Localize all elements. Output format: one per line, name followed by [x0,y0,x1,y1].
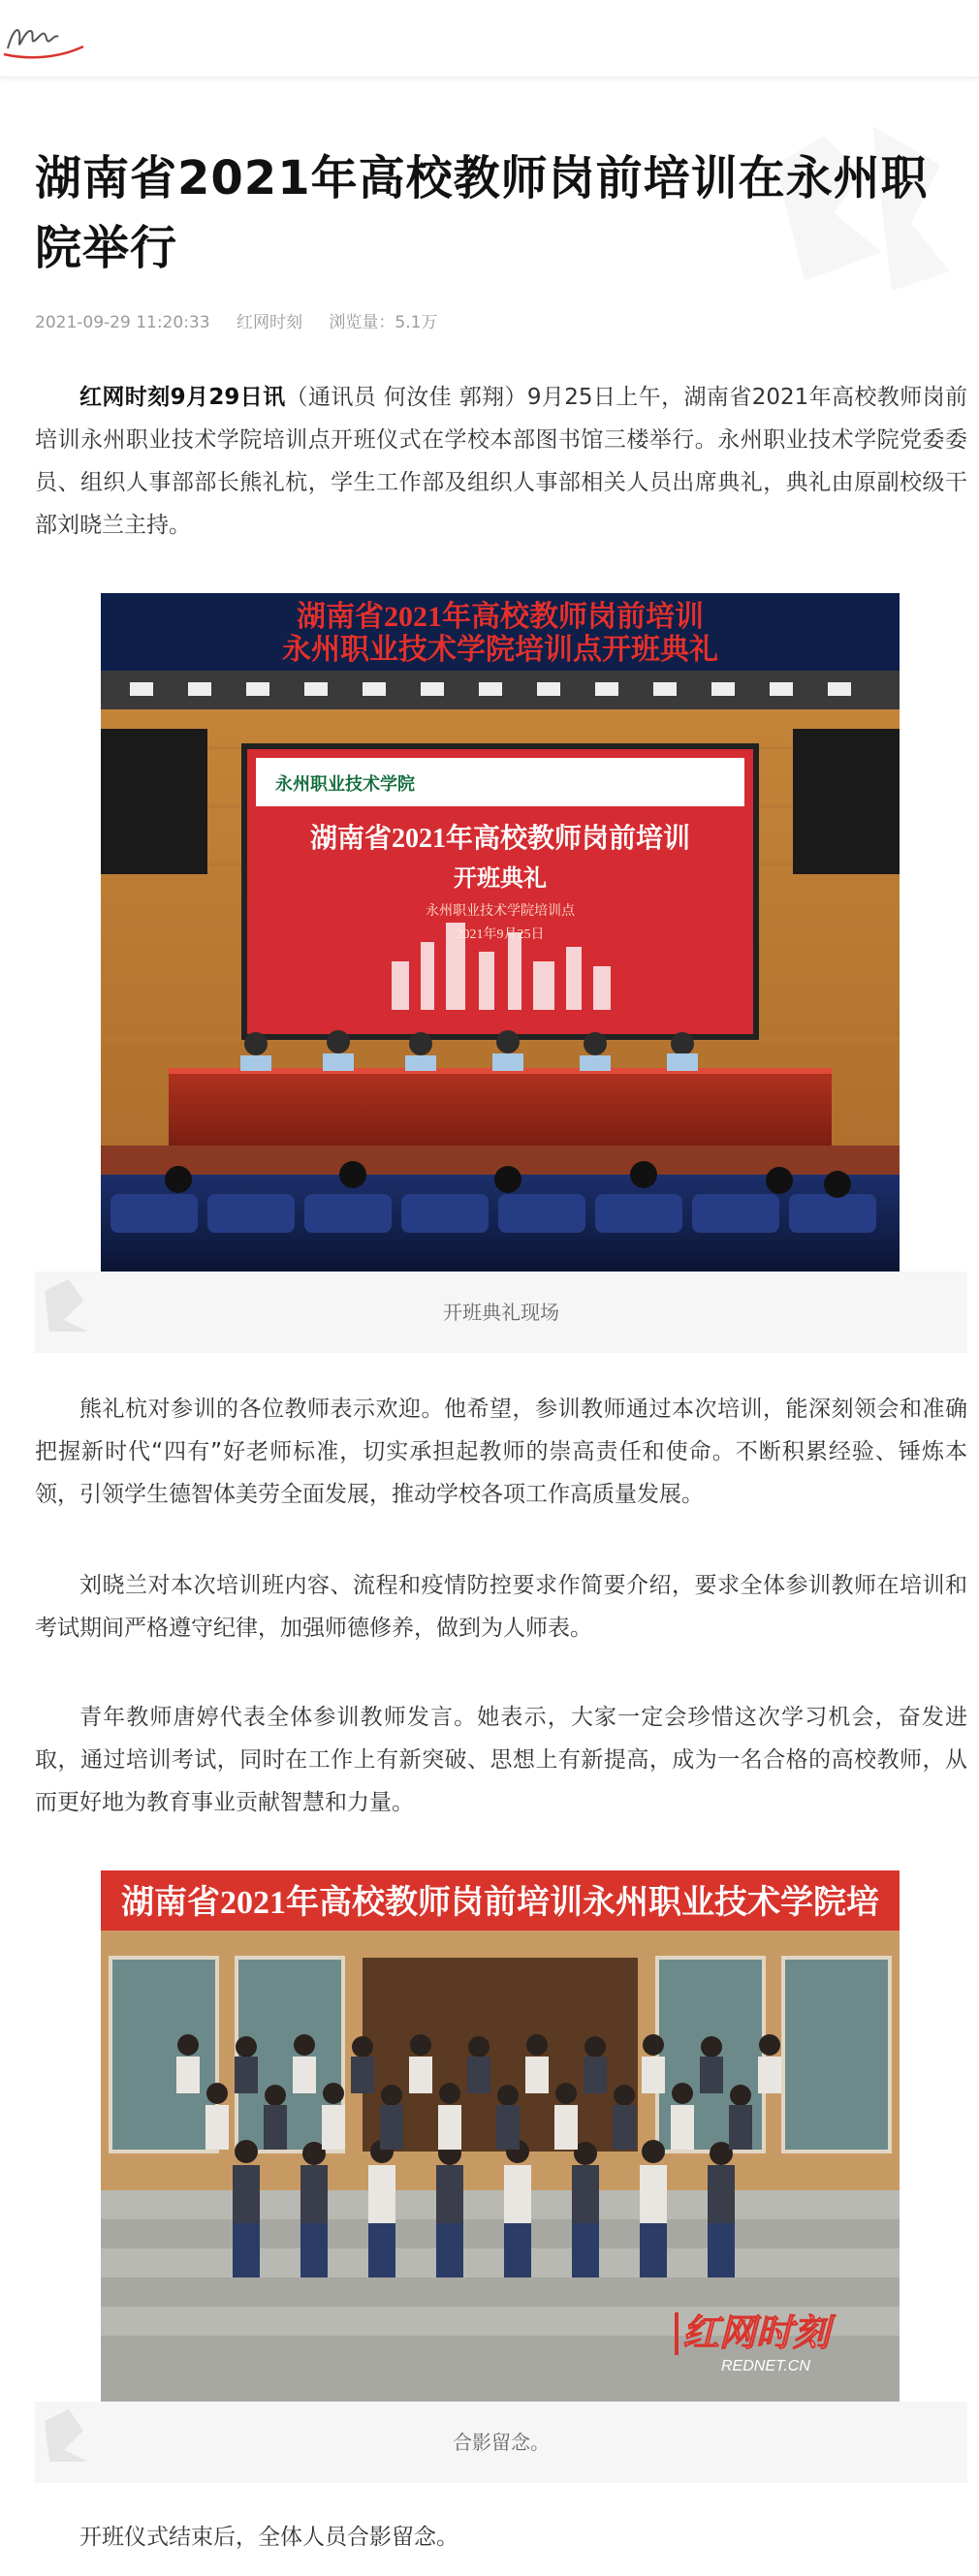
source-link[interactable]: 红网时刻 [236,313,302,332]
article-meta [35,308,458,332]
paragraph-4: 青年教师唐婷代表全体参训教师发言。她表示，大家一定会珍惜这次学习机会，奋发进取，通过培训考试，同时在工作上有新突破、思想上有新提高，成为一名合格的高校教师，从而更好地为教育事业贡献智慧和力量。 [35,1705,967,1815]
brand-url: REDNET.CN [721,2358,810,2374]
brand-mark: 红网时刻 [682,2313,831,2354]
photo2-caption: 合影留念。 [453,2431,550,2454]
photo2-caption-box [35,2402,967,2483]
banner-line2: 永州职业技术学院培训点开班典礼 [282,634,718,666]
views-value: 5.1万 [395,313,438,332]
lead-dateline: 红网时刻9月29日讯 [79,385,286,410]
screen-title: 湖南省2021年高校教师岗前培训 [309,824,691,854]
screen-school-logo: 永州职业技术学院 [275,774,415,794]
signature-logo-icon[interactable] [0,10,87,68]
photo1-caption: 开班典礼现场 [443,1301,559,1324]
site-header [0,0,979,78]
paragraph-5: 开班仪式结束后，全体人员合影留念。 [79,2525,458,2550]
group-banner: 湖南省2021年高校教师岗前培训永州职业技术学院培 [121,1885,879,1921]
views-label: 浏览量： [329,313,395,332]
screen-org: 永州职业技术学院培训点 [426,904,575,919]
screen-subtitle: 开班典礼 [454,866,547,892]
screen-date: 2021年9月25日 [456,927,545,942]
photo-group[interactable] [101,1870,900,2402]
article-title: 湖南省2021年高校教师岗前培训在永州职院举行 [35,151,929,275]
photo1-caption-box [35,1272,967,1353]
photo-opening-ceremony[interactable] [101,593,900,1272]
banner-line1: 湖南省2021年高校教师岗前培训 [297,601,704,633]
publish-datetime: 2021-09-29 11:20:33 [35,313,210,332]
lead-text: （通讯员 何汝佳 郭翔）9月25日上午，湖南省2021年高校教师岗前培训永州职业技术学院培训点开班仪式在学校本部图书馆三楼举行。永州职业技术学院党委委员、组织人事部部长熊礼杭，学生工作部及组织人事部相关人员出席典礼，典礼由原副校级干部刘晓兰主持。 [35,385,967,538]
view-count [329,313,437,332]
lead-paragraph [35,376,967,547]
paragraph-2: 熊礼杭对参训的各位教师表示欢迎。他希望，参训教师通过本次培训，能深刻领会和准确把握新时代“四有”好老师标准，切实承担起教师的崇高责任和使命。不断积累经验、锤炼本领，引领学生德智体美劳全面发展，推动学校各项工作高质量发展。 [35,1397,967,1507]
paragraph-3: 刘晓兰对本次培训班内容、流程和疫情防控要求作简要介绍，要求全体参训教师在培训和考试期间严格遵守纪律，加强师德修养，做到为人师表。 [35,1573,967,1641]
